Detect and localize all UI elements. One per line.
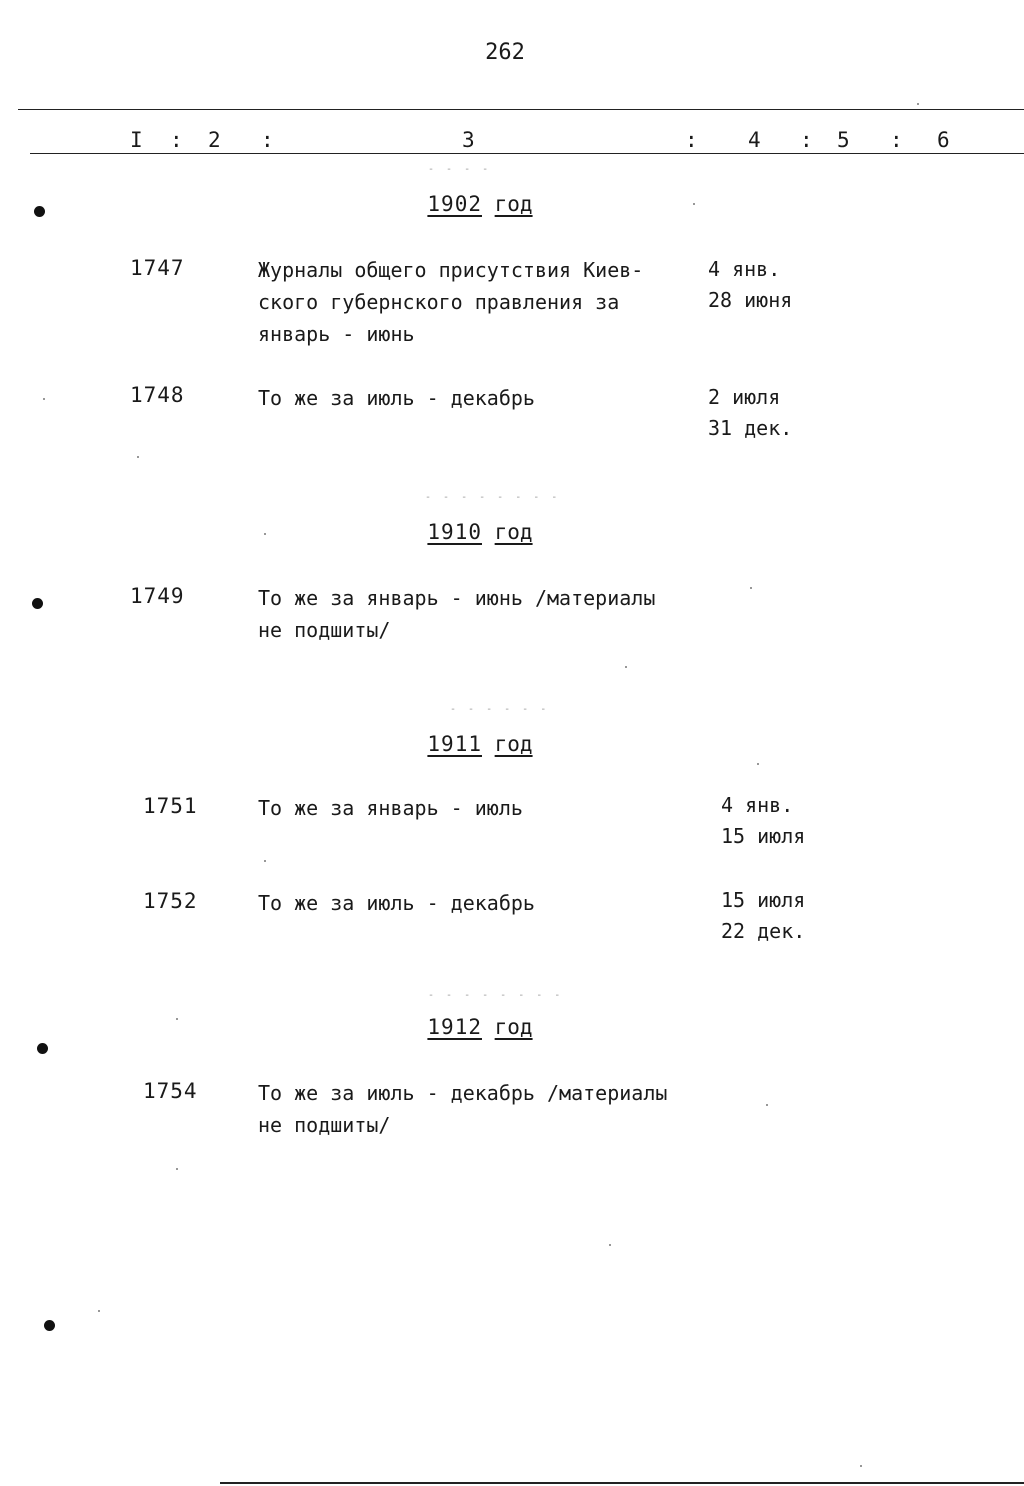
scan-noise: [693, 203, 695, 205]
bottom-rule: [220, 1482, 1024, 1484]
scan-noise: [264, 533, 266, 535]
page-number: 262: [485, 40, 525, 65]
entry-description: Журналы общего присутствия Киев- ского губернского правления за январь - июнь: [258, 258, 644, 346]
year-word: год: [494, 192, 533, 216]
year-heading-1911: [380, 730, 580, 758]
year-value: 1911: [427, 732, 482, 756]
column-separator: :: [800, 128, 813, 152]
year-value: 1910: [427, 520, 482, 544]
binder-hole: [34, 206, 45, 217]
scan-noise: [609, 1244, 611, 1246]
entry-dates: 4 янв. 15 июля: [721, 793, 806, 848]
column-separator: :: [685, 128, 698, 152]
scan-noise: [264, 860, 266, 862]
year-value: 1912: [427, 1015, 482, 1039]
scan-noise: [43, 398, 45, 400]
scan-noise: - - - - - -: [450, 704, 550, 715]
scan-noise: [176, 1168, 178, 1170]
scan-noise: [137, 456, 139, 458]
scan-noise: [766, 1104, 768, 1106]
entry-number: 1754: [143, 1079, 198, 1103]
entry-number: 1751: [143, 794, 198, 818]
column-separator: :: [170, 128, 183, 152]
entry-description: То же за январь - июль: [258, 796, 523, 820]
entry-description: То же за июль - декабрь: [258, 386, 535, 410]
year-word: год: [494, 520, 533, 544]
year-heading-1910: [380, 518, 580, 546]
scan-noise: - - - -: [428, 164, 492, 175]
entry-dates: 4 янв. 28 июня: [708, 257, 793, 312]
entry-number: 1748: [130, 383, 185, 407]
entry-number: 1749: [130, 584, 185, 608]
scan-noise: [750, 587, 752, 589]
scan-noise: - - - - - - - -: [425, 492, 561, 503]
column-5-header: 5: [837, 128, 850, 152]
header-rule: [30, 153, 1024, 154]
scan-noise: [176, 1018, 178, 1020]
year-heading-1912: [380, 1013, 580, 1041]
column-separator: :: [890, 128, 903, 152]
binder-hole: [44, 1320, 55, 1331]
entry-description: То же за июль - декабрь: [258, 891, 535, 915]
binder-hole: [32, 598, 43, 609]
entry-description: То же за январь - июнь /материалы не подшиты/: [258, 586, 656, 642]
top-rule: [18, 109, 1024, 110]
scan-noise: [98, 1310, 100, 1312]
scan-noise: [757, 763, 759, 765]
scan-noise: - - - - - - - -: [428, 990, 564, 1001]
year-heading-1902: [380, 190, 580, 218]
entry-description: То же за июль - декабрь /материалы не подшиты/: [258, 1081, 668, 1137]
entry-dates: 15 июля 22 дек.: [721, 888, 806, 943]
entry-dates: 2 июля 31 дек.: [708, 385, 793, 440]
binder-hole: [37, 1043, 48, 1054]
column-4-header: 4: [748, 128, 761, 152]
year-word: год: [494, 732, 533, 756]
scan-noise: [860, 1465, 862, 1467]
column-6-header: 6: [937, 128, 950, 152]
entry-number: 1752: [143, 889, 198, 913]
year-word: год: [494, 1015, 533, 1039]
column-separator: :: [261, 128, 274, 152]
scan-noise: [625, 666, 627, 668]
entry-number: 1747: [130, 256, 185, 280]
year-value: 1902: [427, 192, 482, 216]
column-2-header: 2: [208, 128, 221, 152]
scan-noise: [917, 103, 919, 105]
column-1-header: I: [130, 128, 143, 152]
column-3-header: 3: [462, 128, 475, 152]
